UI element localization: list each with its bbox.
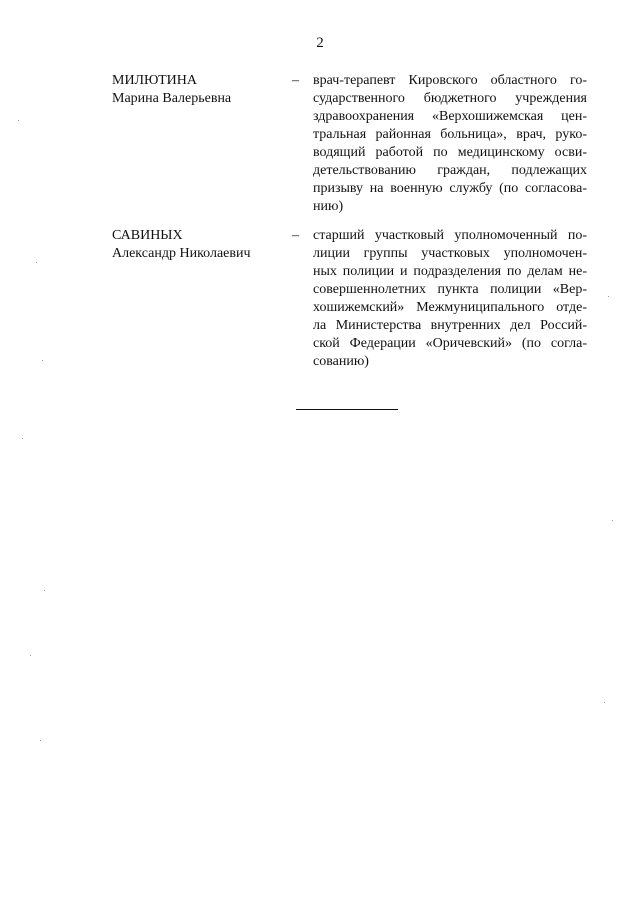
member-given-names: Александр Николаевич [112,246,251,261]
page-number: 2 [316,35,324,51]
description-line: старший участковый уполномоченный по- [313,228,587,243]
description-line: ла Министерства внутренних дел Россий- [313,318,587,333]
member-name [112,72,282,108]
description-line: ных полиции и подразделения по делам не- [313,264,587,279]
scan-speck [44,590,45,591]
description-line: здравоохранения «Верхошижемская цен- [313,109,587,124]
scan-speck [18,120,19,121]
dash-separator: – [292,228,299,243]
member-position-description [313,227,587,371]
scan-speck [604,702,605,703]
description-line: хошижемский» Межмуниципального отде- [313,300,587,315]
member-surname: МИЛЮТИНА [112,73,197,88]
description-line: ской Федерации «Оричевский» (по согла- [313,336,587,351]
description-line: тральная районная больница», врач, руко- [313,127,587,142]
description-line: детельствованию граждан, подлежащих [313,163,587,178]
description-line: призыву на военную службу (по согласова- [313,181,587,196]
description-line: лиции группы участковых уполномочен- [313,246,587,261]
member-surname: САВИНЫХ [112,228,183,243]
scan-speck [42,360,43,361]
scan-speck [22,438,23,439]
scan-speck [40,740,41,741]
member-given-names: Марина Валерьевна [112,91,232,106]
scan-speck [36,262,37,263]
description-line: врач-терапевт Кировского областного го- [313,73,587,88]
member-name [112,227,282,263]
scan-speck [30,655,31,656]
description-line: сованию) [313,354,369,369]
scan-speck [608,296,609,297]
description-line: совершеннолетних пункта полиции «Вер- [313,282,587,297]
description-line: сударственного бюджетного учреждения [313,91,587,106]
closing-rule [296,409,398,410]
description-line: водящий работой по медицинскому осви- [313,145,587,160]
member-position-description [313,72,587,216]
description-line: нию) [313,199,344,214]
scan-speck [612,520,613,521]
dash-separator: – [292,73,299,88]
